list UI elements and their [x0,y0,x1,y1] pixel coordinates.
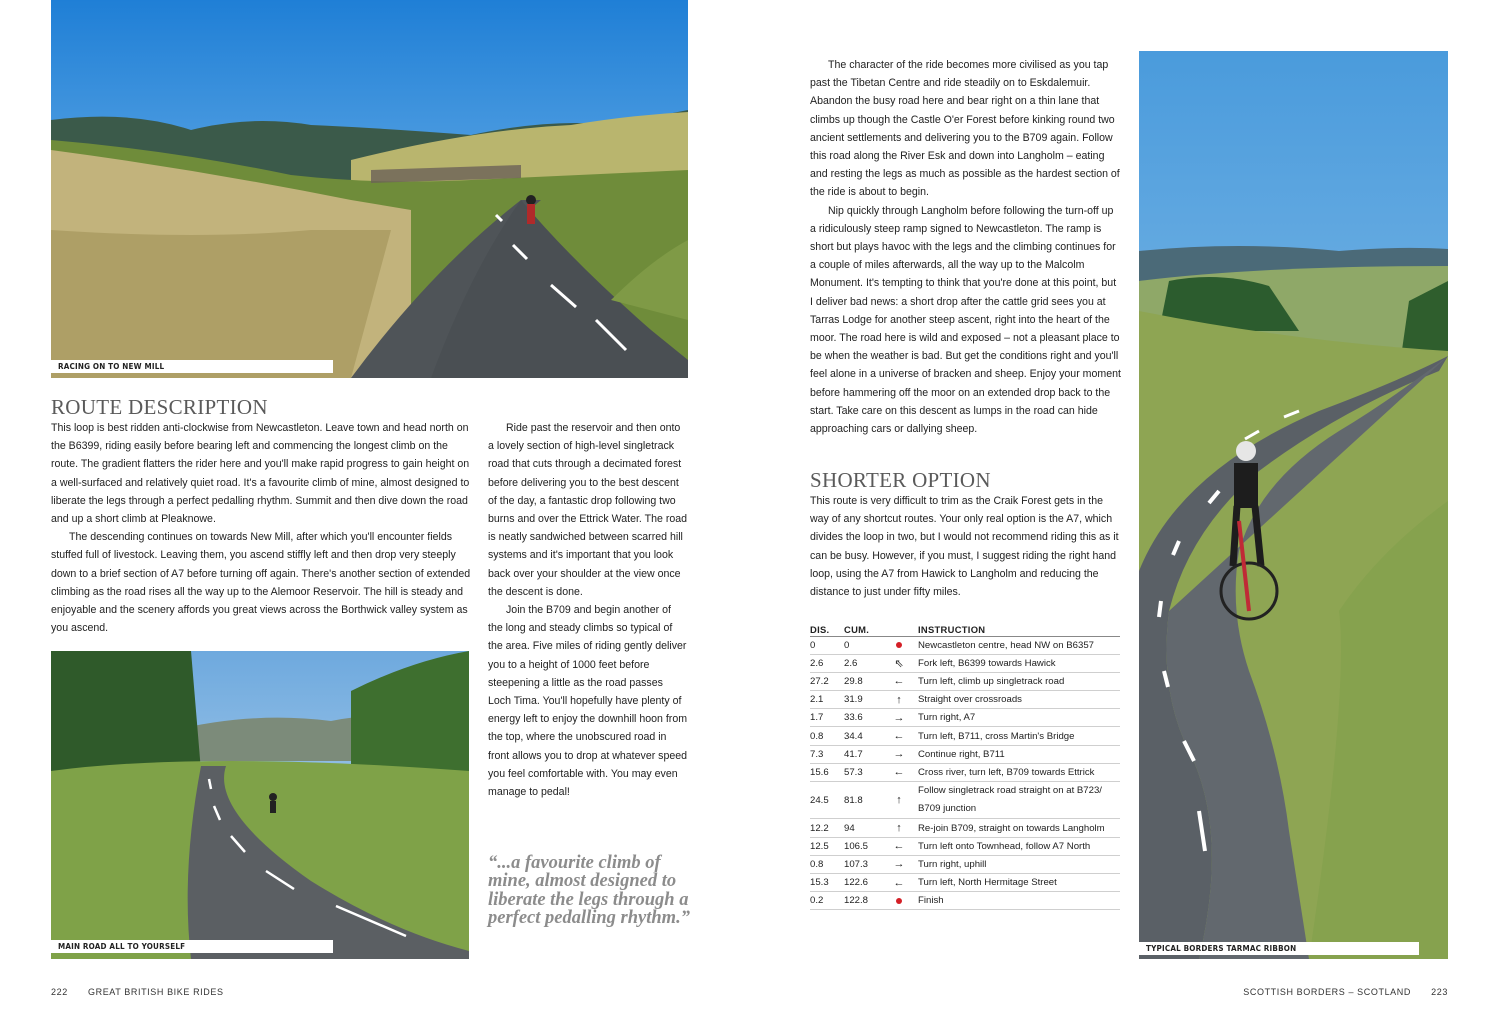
arrow-left-icon: ← [893,876,905,889]
route-instruction: Follow singletrack road straight on at B723/ B709 junction [918,782,1120,819]
route-description-col1 [51,419,471,637]
route-instruction: Turn left onto Townhead, follow A7 North [918,837,1120,855]
route-dis: 0.8 [810,855,844,873]
route-row [810,654,1120,672]
route-instruction: Straight over crossroads [918,691,1120,709]
arrow-left-icon: ← [893,766,905,779]
start-dot-icon [896,642,902,648]
route-cum: 0 [844,636,880,654]
route-row [810,691,1120,709]
route-instruction: Turn left, B711, cross Martin's Bridge [918,727,1120,745]
route-dis: 0.2 [810,892,844,910]
route-dis: 15.3 [810,873,844,891]
route-dis: 24.5 [810,782,844,819]
route-description-paragraph: Join the B709 and begin another of the long and steady climbs so typical of the area. Five miles of riding gently deliver you to a height of 1000 feet before steepening a little as the road passes Loch Tima. You'll hopefully have plenty of energy left to enjoy the downhill hoon from the top, where the unobscured road in front allows you to drop at whatever speed you feel comfortable with. You may even manage to pedal! [488,604,688,799]
route-dis: 2.6 [810,654,844,672]
photo-tarmac-ribbon [1139,51,1448,959]
route-dis: 12.5 [810,837,844,855]
route-description-paragraph: This loop is best ridden anti-clockwise from Newcastleton. Leave town and head north on the B6399, riding easily before bearing left and commencing the longest climb on the route. The gradient flatters the rider here and you'll make rapid progress to gain height on a well-surfaced and relatively quiet road. It's a favourite climb of mine, almost designed to liberate the legs through a perfect pedalling rhythm. Summit and then dive down the road and up a short climb at Pleaknowe. [51,422,470,526]
route-direction [880,672,918,690]
route-dis: 0 [810,636,844,654]
route-direction [880,819,918,837]
arrow-up-left-icon: ⇖ [894,657,904,670]
route-dis: 27.2 [810,672,844,690]
route-cum: 106.5 [844,837,880,855]
route-instruction: Fork left, B6399 towards Hawick [918,654,1120,672]
route-dis: 0.8 [810,727,844,745]
route-row [810,672,1120,690]
route-direction [880,691,918,709]
route-instruction: Finish [918,892,1120,910]
route-cum: 33.6 [844,709,880,727]
route-direction [880,837,918,855]
ride-description-paragraph: The character of the ride becomes more civilised as you tap past the Tibetan Centre and ride steadily on to Eskdalemuir. Abandon the busy road here and bear right on a thin lane that climbs up though the Castle O'er Forest before kinking round two ancient settlements and delivering you to the B709 again. Follow this road along the River Esk and down into Langholm – eating and resting the legs as much as possible as the hardest section of the ride is about to begin. [810,59,1120,199]
route-cum: 57.3 [844,763,880,781]
header-cum: CUM. [844,620,880,636]
route-instruction: Cross river, turn left, B709 towards Ettrick [918,763,1120,781]
route-dis: 1.7 [810,709,844,727]
photo-racing-to-new-mill [51,0,688,378]
route-row [810,873,1120,891]
route-row [810,727,1120,745]
route-dis: 15.6 [810,763,844,781]
header-direction [880,620,918,636]
route-instruction: Turn left, North Hermitage Street [918,873,1120,891]
route-row [810,782,1120,819]
photo-main-road [51,651,469,959]
route-row [810,837,1120,855]
photo-caption-racing: RACING ON TO NEW MILL [51,360,333,373]
shorter-option-text [810,492,1122,601]
route-direction [880,873,918,891]
route-cum: 31.9 [844,691,880,709]
route-instructions-table [810,620,1120,910]
route-direction [880,855,918,873]
arrow-up-icon: ↑ [896,794,902,807]
route-direction [880,636,918,654]
route-description-col2 [488,419,688,801]
route-direction [880,892,918,910]
route-dis: 12.2 [810,819,844,837]
route-instruction: Turn right, A7 [918,709,1120,727]
page-number-left: 222 [51,987,68,997]
route-instruction: Continue right, B711 [918,745,1120,763]
route-row [810,763,1120,781]
arrow-right-icon: → [893,858,905,871]
arrow-right-icon: → [893,748,905,761]
chapter-title: SCOTTISH BORDERS – SCOTLAND [1243,987,1411,997]
route-description-paragraph: The descending continues on towards New Mill, after which you'll encounter fields stuffed full of livestock. Leaving them, you ascend stiffly left and then drop very steeply down to a brief section of A7 before turning off again. There's another section of extended climbing as the road rises all the way up to the Alemoor Reservoir. The hill is steady and enjoyable and the scenery affords you great views across the Borthwick valley system as you ascend. [51,531,471,635]
route-instruction: Turn right, uphill [918,855,1120,873]
route-row [810,709,1120,727]
route-row [810,745,1120,763]
table-header-row [810,620,1120,636]
start-dot-icon [896,898,902,904]
route-cum: 122.6 [844,873,880,891]
book-title: GREAT BRITISH BIKE RIDES [88,987,224,997]
page-number-right: 223 [1431,987,1448,997]
route-row [810,855,1120,873]
route-dis: 2.1 [810,691,844,709]
shorter-option-paragraph: This route is very difficult to trim as the Craik Forest gets in the way of any shortcut routes. Your only real option is the A7, which divides the loop in two, but I would not recommend riding this as it can be busy. However, if you must, I suggest riding the right hand loop, using the A7 from Hawick to Langholm and reducing the distance to just under fifty miles. [810,495,1119,599]
route-direction [880,654,918,672]
pull-quote: “...a favourite climb of mine, almost designed to liberate the legs through a perfect pedalling rhythm.” [488,853,690,929]
route-direction [880,782,918,819]
arrow-up-icon: ↑ [896,693,902,706]
right-column-text [810,56,1122,438]
route-cum: 34.4 [844,727,880,745]
route-direction [880,727,918,745]
route-instruction: Turn left, climb up singletrack road [918,672,1120,690]
route-direction [880,745,918,763]
route-cum: 122.8 [844,892,880,910]
route-description-paragraph: Ride past the reservoir and then onto a lovely section of high-level singletrack road that cuts through a decimated forest before delivering you to the best descent of the day, a fantastic drop following two burns and over the Ettrick Water. The road is neatly sandwiched between scarred hill systems and it's important that you look back over your shoulder at the view once the descent is done. [488,422,688,598]
header-dis: DIS. [810,620,844,636]
route-cum: 41.7 [844,745,880,763]
photo-caption-tarmac: TYPICAL BORDERS TARMAC RIBBON [1139,942,1419,955]
header-instruction: INSTRUCTION [918,620,1120,636]
photo-caption-main-road: MAIN ROAD ALL TO YOURSELF [51,940,333,953]
route-cum: 81.8 [844,782,880,819]
ride-description-paragraph: Nip quickly through Langholm before following the turn-off up a ridiculously steep ramp signed to Newcastleton. The ramp is short but plays havoc with the legs and the climbing continues for a couple of miles afterwards, all the way up to the Malcolm Monument. It's tempting to think that you're done at this point, but I deliver bad news: a short drop after the cattle grid sees you at Tarras Lodge for another steep ascent, right into the heart of the moor. The road here is wild and exposed – not a pleasant place to be when the weather is bad. But get the conditions right and you'll feel alone in a universe of bracken and sheep. Enjoy your moment before hammering off the moor on an extended drop back to the start. Take care on this descent as lumps in the road can hide approaching cars or dallying sheep. [810,204,1121,436]
route-dis: 7.3 [810,745,844,763]
route-row [810,636,1120,654]
arrow-left-icon: ← [893,730,905,743]
route-direction [880,763,918,781]
route-instruction: Newcastleton centre, head NW on B6357 [918,636,1120,654]
route-instruction: Re-join B709, straight on towards Langholm [918,819,1120,837]
route-description-heading: ROUTE DESCRIPTION [51,395,268,419]
route-row [810,819,1120,837]
route-cum: 107.3 [844,855,880,873]
arrow-up-icon: ↑ [896,822,902,834]
route-direction [880,709,918,727]
arrow-left-icon: ← [893,840,905,853]
arrow-left-icon: ← [893,675,905,688]
route-row [810,892,1120,910]
route-cum: 2.6 [844,654,880,672]
route-cum: 94 [844,819,880,837]
route-cum: 29.8 [844,672,880,690]
arrow-right-icon: → [893,711,905,724]
shorter-option-heading: SHORTER OPTION [810,468,991,492]
